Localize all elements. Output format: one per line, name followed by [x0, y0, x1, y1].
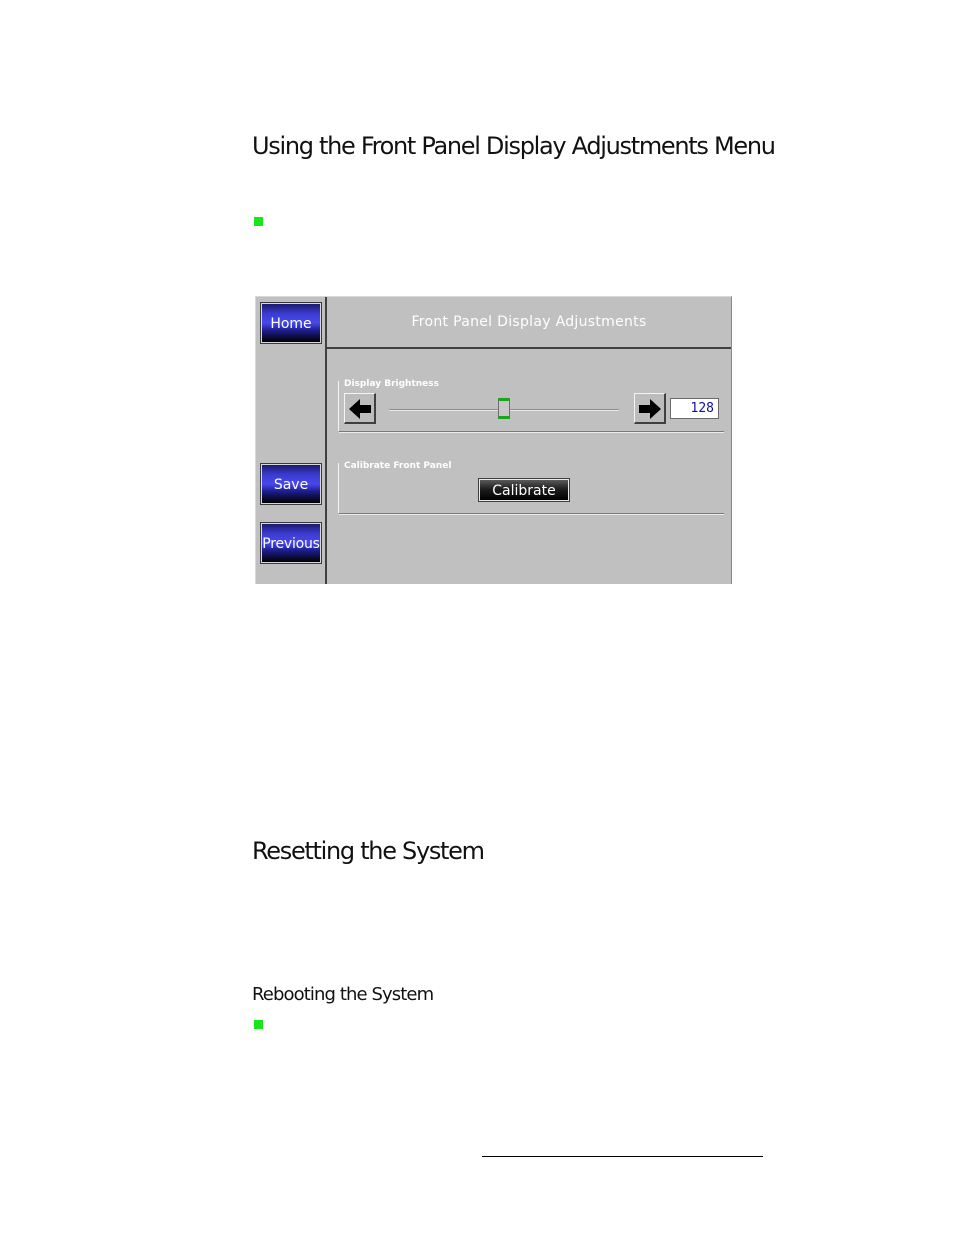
bullet-marker [254, 1020, 263, 1029]
decrease-brightness-button[interactable] [344, 393, 376, 424]
brightness-slider-thumb[interactable] [498, 398, 510, 419]
brightness-value-field[interactable]: 128 [670, 398, 719, 419]
increase-brightness-button[interactable] [634, 393, 666, 424]
calibrate-front-panel-group [338, 463, 724, 514]
home-button[interactable]: Home [261, 303, 321, 343]
bullet-marker [254, 217, 263, 226]
arrow-right-icon [638, 397, 662, 421]
display-brightness-group [338, 381, 724, 432]
calibrate-front-panel-label: Calibrate Front Panel [344, 461, 452, 471]
display-brightness-label: Display Brightness [344, 379, 439, 389]
front-panel-screenshot [255, 296, 732, 584]
save-button[interactable]: Save [261, 464, 321, 504]
previous-button[interactable]: Previous [261, 523, 321, 563]
screen-title-bar [327, 297, 731, 349]
calibrate-button[interactable]: Calibrate [479, 479, 569, 501]
screen-title: Front Panel Display Adjustments [411, 314, 647, 330]
section-heading-reset: Resetting the System [252, 837, 484, 865]
arrow-left-icon [348, 397, 372, 421]
footer-rule [482, 1156, 763, 1157]
section-heading-display-adjustments: Using the Front Panel Display Adjustments Menu [252, 132, 775, 160]
subsection-heading-reboot: Rebooting the System [252, 984, 434, 1005]
